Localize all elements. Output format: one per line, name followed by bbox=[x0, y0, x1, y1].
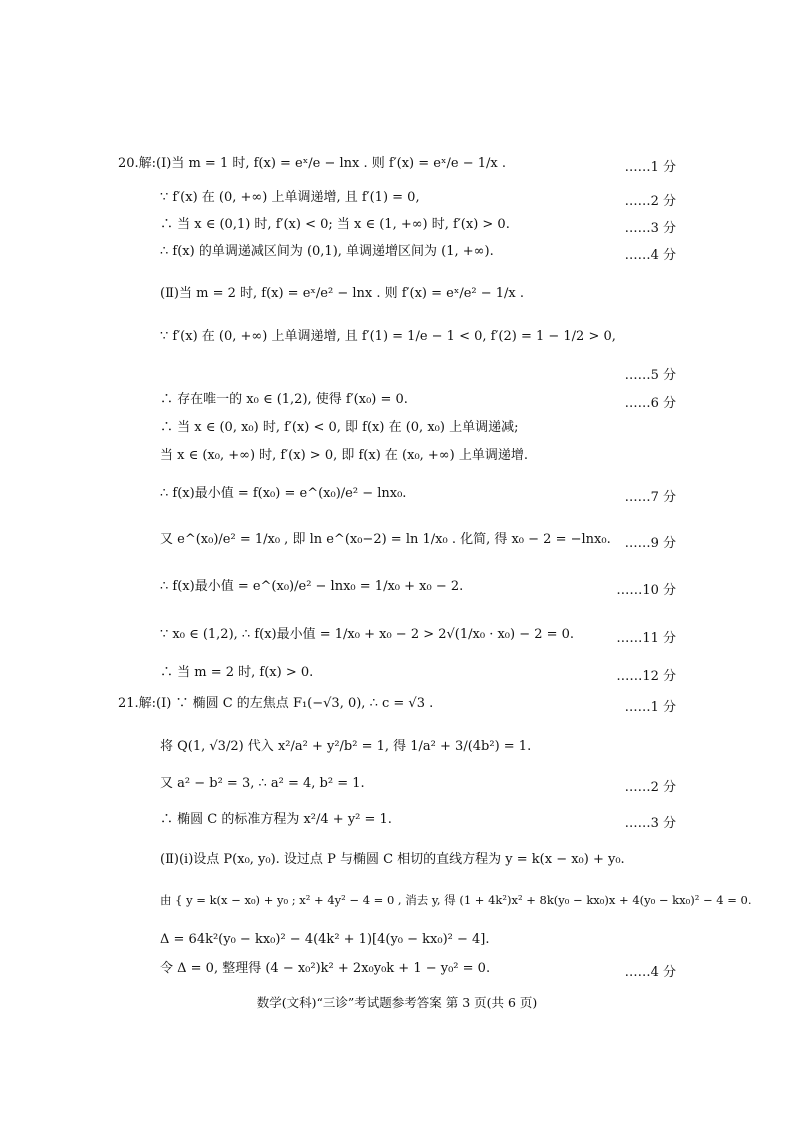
line-text: ∴ 当 m = 2 时, f(x) > 0. bbox=[160, 665, 314, 680]
line-text: Δ = 64k²(y₀ − kx₀)² − 4(4k² + 1)[4(y₀ − kx₀)² − 4]. bbox=[160, 932, 490, 947]
solution-line bbox=[0, 690, 794, 720]
line-text: 当 x ∈ (x₀, +∞) 时, f′(x) > 0, 即 f(x) 在 (x₀, +∞) 上单调递增. bbox=[160, 448, 528, 463]
score-mark: ……4 分 bbox=[624, 965, 676, 980]
score-mark: ……6 分 bbox=[624, 396, 676, 411]
score-mark: ……3 分 bbox=[624, 221, 676, 236]
solution-line bbox=[0, 526, 794, 556]
solution-line bbox=[0, 238, 794, 268]
line-text: 又 e^(x₀)/e² = 1/x₀ , 即 ln e^(x₀−2) = ln 1/x₀ . 化简, 得 x₀ − 2 = −lnx₀. bbox=[160, 532, 611, 547]
line-text: 又 a² − b² = 3, ∴ a² = 4, b² = 1. bbox=[160, 776, 365, 791]
page-footer: 数学(文科)“三诊”考试题参考答案 第 3 页(共 6 页) bbox=[256, 995, 538, 1010]
line-text: ∴ 当 x ∈ (0,1) 时, f′(x) < 0; 当 x ∈ (1, +∞) 时, f′(x) > 0. bbox=[160, 217, 510, 232]
solution-line bbox=[0, 184, 794, 214]
score-mark: ……3 分 bbox=[624, 816, 676, 831]
score-mark: ……1 分 bbox=[624, 160, 676, 175]
line-text: (Ⅱ)(i)设点 P(x₀, y₀). 设过点 P 与椭圆 C 相切的直线方程为 y = k(x − x₀) + y₀. bbox=[160, 852, 625, 867]
solution-line bbox=[0, 480, 794, 510]
solution-line bbox=[0, 442, 794, 472]
line-text: 令 Δ = 0, 整理得 (4 − x₀²)k² + 2x₀y₀k + 1 − y₀² = 0. bbox=[160, 961, 491, 976]
line-text: ∴ f(x)最小值 = f(x₀) = e^(x₀)/e² − lnx₀. bbox=[160, 486, 407, 501]
solution-line bbox=[0, 573, 794, 603]
line-text: ∵ f′(x) 在 (0, +∞) 上单调递增, 且 f′(1) = 0, bbox=[160, 190, 420, 205]
score-mark: ……11 分 bbox=[616, 631, 676, 646]
solution-line bbox=[0, 846, 794, 876]
solution-line bbox=[0, 621, 794, 651]
solution-line bbox=[0, 733, 794, 763]
line-text: 21.解:(Ⅰ) ∵ 椭圆 C 的左焦点 F₁(−√3, 0), ∴ c = √3 . bbox=[118, 696, 434, 711]
score-mark: ……1 分 bbox=[624, 700, 676, 715]
line-text: ∴ f(x) 的单调递减区间为 (0,1), 单调递增区间为 (1, +∞). bbox=[160, 244, 494, 259]
score-mark: ……2 分 bbox=[624, 194, 676, 209]
solution-line bbox=[0, 358, 794, 388]
score-mark: ……9 分 bbox=[624, 536, 676, 551]
line-text: 将 Q(1, √3/2) 代入 x²/a² + y²/b² = 1, 得 1/a² + 3/(4b²) = 1. bbox=[160, 739, 532, 754]
solution-line bbox=[0, 211, 794, 241]
solution-line bbox=[0, 770, 794, 800]
score-mark: ……5 分 bbox=[624, 368, 676, 383]
score-mark: ……10 分 bbox=[616, 583, 676, 598]
score-mark: ……12 分 bbox=[616, 669, 676, 684]
line-text: 由 { y = k(x − x₀) + y₀ ; x² + 4y² − 4 = 0 , 消去 y, 得 (1 + 4k²)x² + 8k(y₀ − kx₀)x + 4(y₀ − kx₀)² − 4 = 0. bbox=[160, 893, 752, 907]
line-text: 20.解:(Ⅰ)当 m = 1 时, f(x) = eˣ/e − lnx . 则 f′(x) = eˣ/e − 1/x . bbox=[118, 156, 506, 171]
line-text: ∴ 存在唯一的 x₀ ∈ (1,2), 使得 f′(x₀) = 0. bbox=[160, 392, 408, 407]
solution-line bbox=[0, 414, 794, 444]
solution-line bbox=[0, 323, 794, 353]
solution-line bbox=[0, 386, 794, 416]
solution-line bbox=[0, 926, 794, 956]
line-text: ∴ 椭圆 C 的标准方程为 x²/4 + y² = 1. bbox=[160, 812, 392, 827]
solution-line bbox=[0, 886, 794, 916]
line-text: ∵ f′(x) 在 (0, +∞) 上单调递增, 且 f′(1) = 1/e − 1 < 0, f′(2) = 1 − 1/2 > 0, bbox=[160, 329, 616, 344]
line-text: ∴ 当 x ∈ (0, x₀) 时, f′(x) < 0, 即 f(x) 在 (0, x₀) 上单调递减; bbox=[160, 420, 519, 435]
line-text: (Ⅱ)当 m = 2 时, f(x) = eˣ/e² − lnx . 则 f′(x) = eˣ/e² − 1/x . bbox=[160, 286, 525, 301]
solution-line bbox=[0, 280, 794, 310]
solution-line bbox=[0, 955, 794, 985]
score-mark: ……4 分 bbox=[624, 248, 676, 263]
line-text: ∵ x₀ ∈ (1,2), ∴ f(x)最小值 = 1/x₀ + x₀ − 2 > 2√(1/x₀ · x₀) − 2 = 0. bbox=[160, 627, 575, 642]
score-mark: ……7 分 bbox=[624, 490, 676, 505]
solution-line bbox=[0, 806, 794, 836]
solution-line bbox=[0, 659, 794, 689]
solution-line bbox=[0, 150, 794, 180]
score-mark: ……2 分 bbox=[624, 780, 676, 795]
line-text: ∴ f(x)最小值 = e^(x₀)/e² − lnx₀ = 1/x₀ + x₀ − 2. bbox=[160, 579, 464, 594]
